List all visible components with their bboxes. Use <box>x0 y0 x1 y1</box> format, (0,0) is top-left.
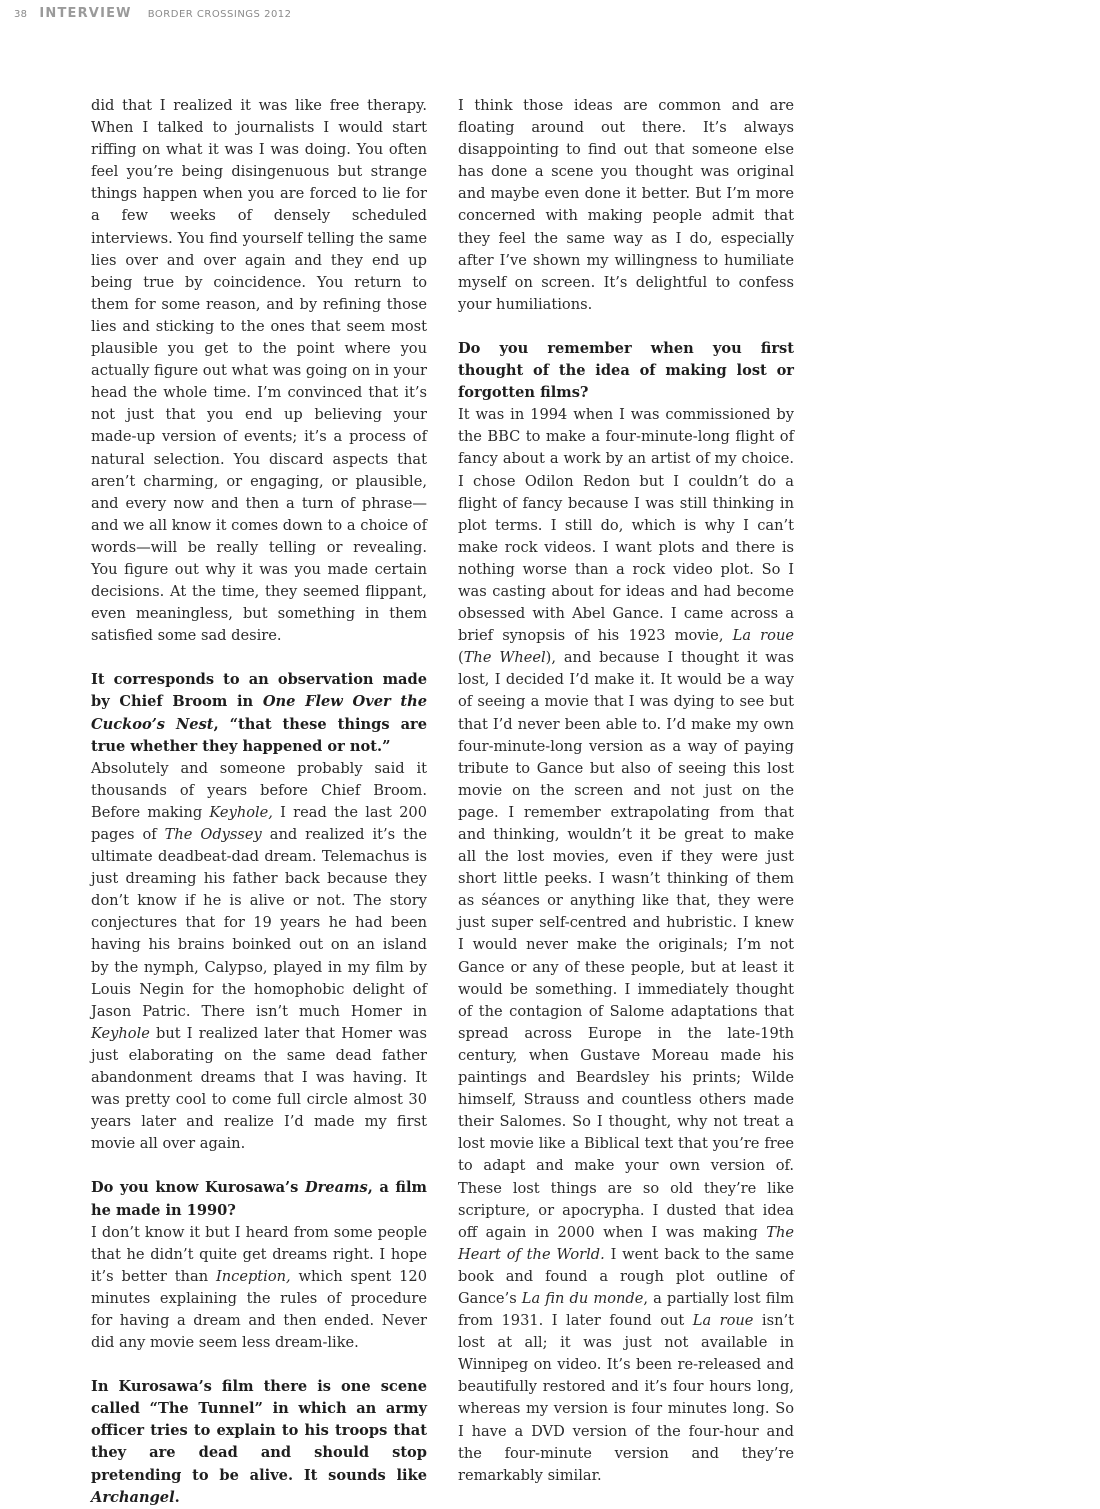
interview-question <box>458 338 794 404</box>
italic-title: The Wheel <box>463 649 546 667</box>
text-run: but I realized later that Homer was just elaborating on the same dead father abandonment dreams that I was having. It was pretty cool to come full circle almost 30 years later and realize I’d made my first movie all over again. <box>91 1024 427 1153</box>
interview-answer <box>91 1222 427 1355</box>
text-run: and realized it’s the ultimate deadbeat-dad dream. Telemachus is just dreaming his father back because they don’t know if he is alive or not. The story conjectures that for 19 years he had been having his brains boinked out on an island by the nymph, Calypso, played in my film by Louis Negin for the homophobic delight of Jason Patric. There isn’t much Homer in <box>91 826 427 1020</box>
text-run: I don’t know it but I heard from some people that he didn’t quite get dreams right. I hope it’s better than <box>91 1223 427 1285</box>
running-header <box>14 6 292 26</box>
italic-title: The Odyssey <box>164 826 262 843</box>
text-run: In Kurosawa’s film there is one scene called “The Tunnel” in which an army officer tries to explain to his troops that they are dead and should stop pretending to be alive. It sounds like <box>91 1378 427 1484</box>
text-run: . <box>174 1488 180 1506</box>
italic-title: Dreams <box>304 1179 368 1197</box>
text-run: It corresponds to an observation made by Chief Broom in <box>91 671 427 711</box>
text-run: Do you know Kurosawa’s <box>91 1179 305 1197</box>
text-run: I think those ideas are common and are floating around out there. It’s always disappointing to find out that someone else has done a scene you thought was original and maybe even done it better. But I’m more concerned with making people admit that they feel the same way as I do, especially after I’ve shown my willingness to humiliate myself on screen. It’s delightful to confess your humiliations. <box>458 97 794 313</box>
italic-title: La roue <box>732 627 794 645</box>
text-run: ), and because I thought it was lost, I decided I’d make it. It would be a way of seeing a movie that I was dying to see but that I’d never been able to. I’d make my own four-minute-long version as a way of paying tribute to Gance but also of seeing this lost movie on the screen and not just on the page. I remember extrapolating from that and thinking, wouldn’t it be great to make all the lost movies, even if they were just short little peeks. I wasn’t thinking of them as séances or anything like that, they were just super self-centred and hubristic. I knew I would never make the originals; I’m not Gance or any of these people, but at least it would be something. I immediately thought of the contagion of Salome adaptations that spread across Europe in the late-19th century, when Gustave Moreau made his paintings and Beardsley his prints; Wilde himself, Strauss and countless others made their Salomes. So I thought, why not treat a lost movie like a Biblical text that you’re free to adapt and make your own version of. These lost things are so old they’re like scripture, or apocrypha. I dusted that idea off again in 2000 when I was making <box>458 649 794 1241</box>
text-run: Do you remember when you first thought of the idea of making lost or forgotten films? <box>458 339 794 402</box>
text-run: I went back to the same book and found a rough plot outline of Gance’s <box>458 1245 794 1307</box>
text-run: did that I realized it was like free therapy. When I talked to journalists I would start riffing on what it was I was doing. You often feel you’re being disingenuous but strange things happen when you are forced to lie for a few weeks of densely scheduled interviews. You find yourself telling the same lies over and over again and they end up being true by coincidence. You return to them for some reason, and by refining those lies and sticking to the ones that seem most plausible you get to the point where you actually figure out what was going on in your head the whole time. I’m convinced that it’s not just that you end up believing your made-up version of events; it’s a process of natural selection. You discard aspects that aren’t charming, or engaging, or plausible, and every now and then a turn of phrase—and we all know it comes down to a choice of words—will be really telling or revealing. You figure out why it was you made certain decisions. At the time, they seemed flippant, even meaningless, but something in them satisfied some sad desire. <box>91 97 427 645</box>
text-run: , a partially lost film from 1931. I later found out <box>458 1289 794 1330</box>
section-label: INTERVIEW <box>39 6 132 21</box>
italic-title: Keyhole, <box>209 803 273 821</box>
text-run: isn’t lost at all; it was just not available in Winnipeg on video. It’s been re-released and beautifully restored and it’s four hours long, whereas my version is four minutes long. So I have a DVD version of the four-hour and the four-minute version and they’re remarkably similar. <box>458 1312 794 1484</box>
text-run: It was in 1994 when I was commissioned by the BBC to make a four-minute-long flight of fancy about a work by an artist of my choice. I chose Odilon Redon but I couldn’t do a flight of fancy because I was still thinking in plot terms. I still do, which is why I can’t make rock videos. I want plots and there is nothing worse than a rock video plot. So I was casting about for ideas and had become obsessed with Abel Gance. I came across a brief synopsis of his 1923 movie, <box>458 406 794 645</box>
left-column <box>91 95 427 1509</box>
interview-question <box>91 1177 427 1221</box>
interview-question <box>91 1376 427 1509</box>
italic-title: La roue <box>692 1312 754 1330</box>
text-run: Absolutely and someone probably said it thousands of years before Chief Broom. Before making <box>91 759 427 821</box>
italic-title: Inception, <box>215 1267 291 1285</box>
italic-title: Keyhole <box>91 1024 150 1042</box>
interview-answer <box>91 95 427 647</box>
page-number: 38 <box>14 9 28 20</box>
italic-title: The Heart of the World. <box>458 1223 794 1263</box>
right-column <box>458 95 794 1487</box>
italic-title: La fin du monde <box>521 1289 644 1307</box>
interview-answer <box>458 95 794 316</box>
italic-title: Archangel <box>91 1488 175 1506</box>
text-run: , “that these things are true whether they happened or not.” <box>91 715 428 755</box>
italic-title: One Flew Over the Cuckoo’s Nest <box>91 693 427 733</box>
issue-label: BORDER CROSSINGS 2012 <box>147 9 292 20</box>
text-run: which spent 120 minutes explaining the rules of procedure for having a dream and then ended. Never did any movie seem less dream-like. <box>91 1267 428 1352</box>
text-run: ( <box>458 649 464 667</box>
text-run: I read the last 200 pages of <box>91 803 428 843</box>
interview-question <box>91 669 427 757</box>
interview-answer <box>458 404 794 1487</box>
text-run: , a film he made in 1990? <box>91 1179 427 1219</box>
interview-answer <box>91 758 427 1156</box>
